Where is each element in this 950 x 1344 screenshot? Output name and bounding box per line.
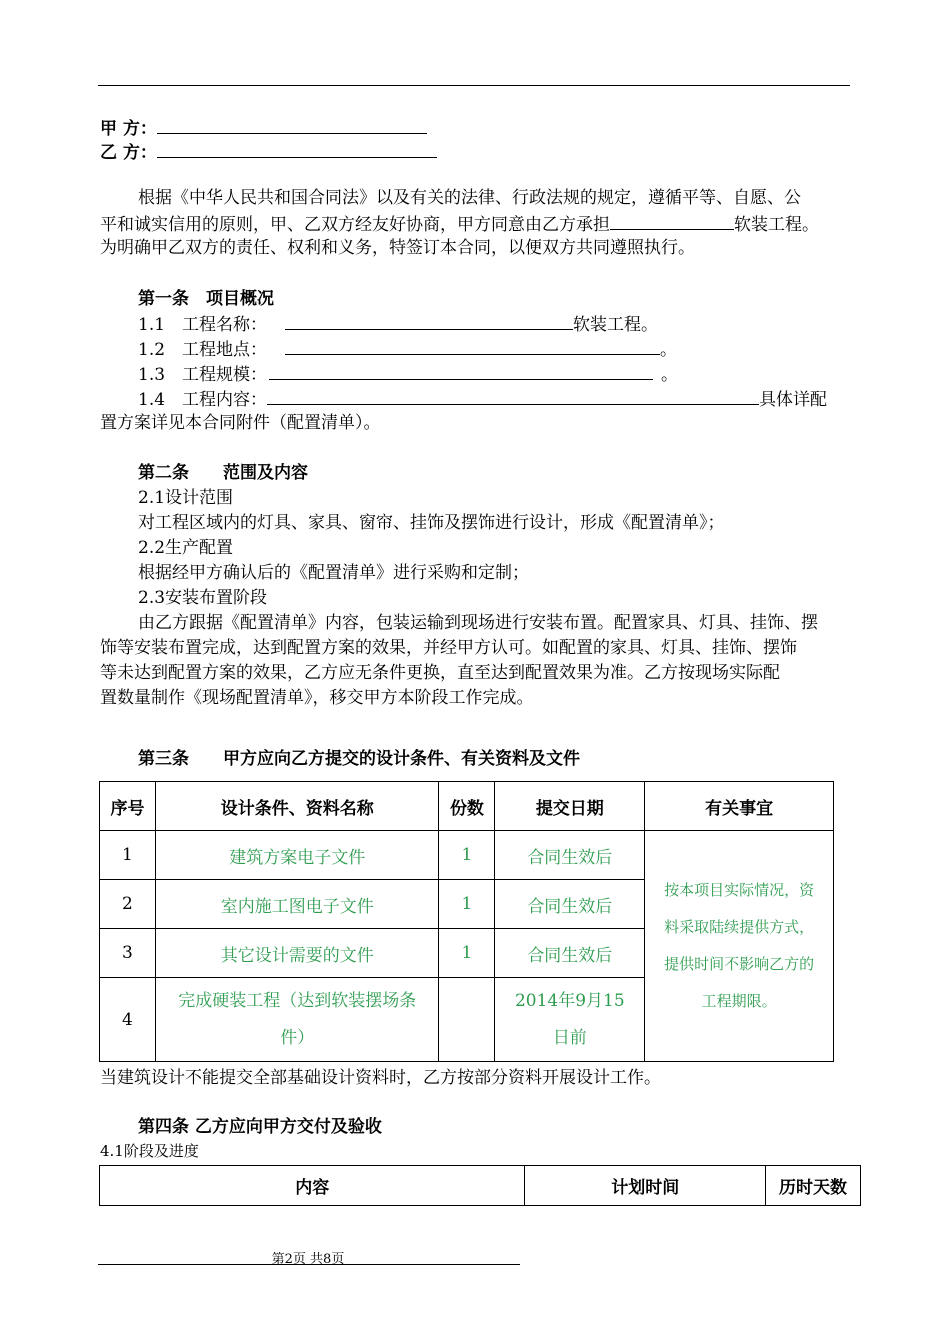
header-name: 设计条件、资料名称 [155, 782, 439, 831]
row-no: 2 [100, 880, 156, 929]
article1-item-4-cont: 置方案详见本合同附件（配置清单）。 [100, 413, 381, 433]
article2-s3: 2.3安装布置阶段 [138, 588, 268, 608]
article4-title: 第四条 乙方应向甲方交付及验收 [138, 1117, 382, 1137]
row-date-line-2: 日前 [552, 1027, 587, 1048]
row-name-line-1: 完成硬装工程（达到软装摆场条 [178, 990, 417, 1011]
row-date: 合同生效后 [495, 831, 645, 880]
table-header-row [100, 782, 834, 831]
item3-label: 1.3 工程规模： [138, 365, 268, 385]
item2-suffix: 。 [660, 340, 678, 360]
party-a-blank[interactable] [157, 115, 427, 134]
article2-s2: 2.2生产配置 [138, 538, 234, 558]
article2-s3-line-3: 等未达到配置方案的效果，乙方应无条件更换，直至达到配置效果为准。乙方按现场实际配 [100, 663, 780, 683]
row-date-line-1: 2014年9月15 [514, 990, 625, 1011]
header-date: 提交日期 [495, 782, 645, 831]
row-date: 合同生效后 [495, 880, 645, 929]
schedule-header-days: 历时天数 [766, 1166, 861, 1206]
article2-s3-line-2: 饰等安装布置完成，达到配置方案的效果，并经甲方认可。如配置的家具、灯具、挂饰、摆饰 [100, 638, 797, 658]
row-qty: 1 [439, 929, 495, 978]
note-line-3: 提供时间不影响乙方的 [664, 955, 815, 973]
row-date: 合同生效后 [495, 929, 645, 978]
project-scale-blank[interactable] [269, 361, 653, 380]
row-name: 建筑方案电子文件 [155, 831, 439, 880]
row-name: 室内施工图电子文件 [155, 880, 439, 929]
article2-s2-text: 根据经甲方确认后的《配置清单》进行采购和定制； [138, 563, 529, 583]
header-qty: 份数 [439, 782, 495, 831]
header-rule [98, 85, 850, 86]
item2-label: 1.2 工程地点： [138, 340, 268, 360]
schedule-table [99, 1165, 861, 1206]
intro-line-1: 根据《中华人民共和国合同法》以及有关的法律、行政法规的规定，遵循平等、自愿、公 [138, 188, 801, 208]
article2-title: 第二条 范围及内容 [138, 463, 308, 483]
row-date [495, 978, 645, 1062]
intro-line-2b: 软装工程。 [734, 215, 819, 235]
schedule-header-time: 计划时间 [525, 1166, 766, 1206]
intro-line-2 [100, 211, 819, 238]
article1-title: 第一条 项目概况 [138, 289, 274, 309]
footer-rule [98, 1264, 520, 1265]
article1-item-4 [138, 386, 827, 413]
article1-item-1 [138, 311, 658, 338]
page-footer: 第2页 共8页 [271, 1252, 345, 1267]
note-line-2: 料采取陆续提供方式， [664, 918, 815, 936]
materials-table [99, 781, 834, 1062]
note-line-4: 工程期限。 [701, 992, 777, 1010]
row-name [155, 978, 439, 1062]
article2-s1-text: 对工程区域内的灯具、家具、窗帘、挂饰及摆饰进行设计，形成《配置清单》； [138, 513, 725, 533]
party-b [100, 139, 437, 166]
article2-s1: 2.1设计范围 [138, 488, 234, 508]
article3-after: 当建筑设计不能提交全部基础设计资料时，乙方按部分资料开展设计工作。 [100, 1068, 661, 1088]
schedule-header-content: 内容 [100, 1166, 525, 1206]
row-name-line-2: 件） [280, 1027, 315, 1048]
article1-item-2 [138, 336, 677, 363]
item4-suffix: 具体详配 [759, 390, 828, 410]
header-no: 序号 [100, 782, 156, 831]
row-qty: 1 [439, 831, 495, 880]
row-qty: 1 [439, 880, 495, 929]
project-content-blank[interactable] [267, 386, 759, 405]
project-blank[interactable] [610, 211, 734, 230]
item1-label: 1.1 工程名称： [138, 315, 268, 335]
article1-item-3 [138, 361, 678, 388]
note-line-1: 按本项目实际情况，资 [664, 881, 815, 899]
schedule-header-row [100, 1166, 861, 1206]
table-row [100, 831, 834, 880]
party-b-blank[interactable] [157, 139, 437, 158]
row-name: 其它设计需要的文件 [155, 929, 439, 978]
intro-line-2a: 平和诚实信用的原则，甲、乙双方经友好协商，甲方同意由乙方承担 [100, 215, 610, 235]
party-a [100, 115, 427, 142]
party-b-label: 乙 方： [100, 143, 157, 163]
row-no: 3 [100, 929, 156, 978]
item1-suffix: 软装工程。 [573, 315, 659, 335]
intro-line-3: 为明确甲乙双方的责任、权利和义务，特签订本合同，以便双方共同遵照执行。 [100, 238, 695, 258]
project-name-blank[interactable] [285, 311, 573, 330]
row-no: 4 [100, 978, 156, 1062]
party-a-label: 甲 方： [100, 119, 157, 139]
article2-s3-line-1: 由乙方跟据《配置清单》内容，包装运输到现场进行安装布置。配置家具、灯具、挂饰、摆 [138, 613, 818, 633]
item3-suffix: 。 [661, 365, 679, 385]
project-location-blank[interactable] [285, 336, 660, 355]
notes-cell [645, 831, 834, 1062]
row-qty [439, 978, 495, 1062]
item4-label: 1.4 工程内容： [138, 390, 268, 410]
article3-title: 第三条 甲方应向乙方提交的设计条件、有关资料及文件 [138, 749, 580, 769]
article2-s3-line-4: 置数量制作《现场配置清单》，移交甲方本阶段工作完成。 [100, 688, 534, 708]
header-notes: 有关事宜 [645, 782, 834, 831]
row-no: 1 [100, 831, 156, 880]
article4-s1: 4.1阶段及进度 [100, 1142, 199, 1160]
